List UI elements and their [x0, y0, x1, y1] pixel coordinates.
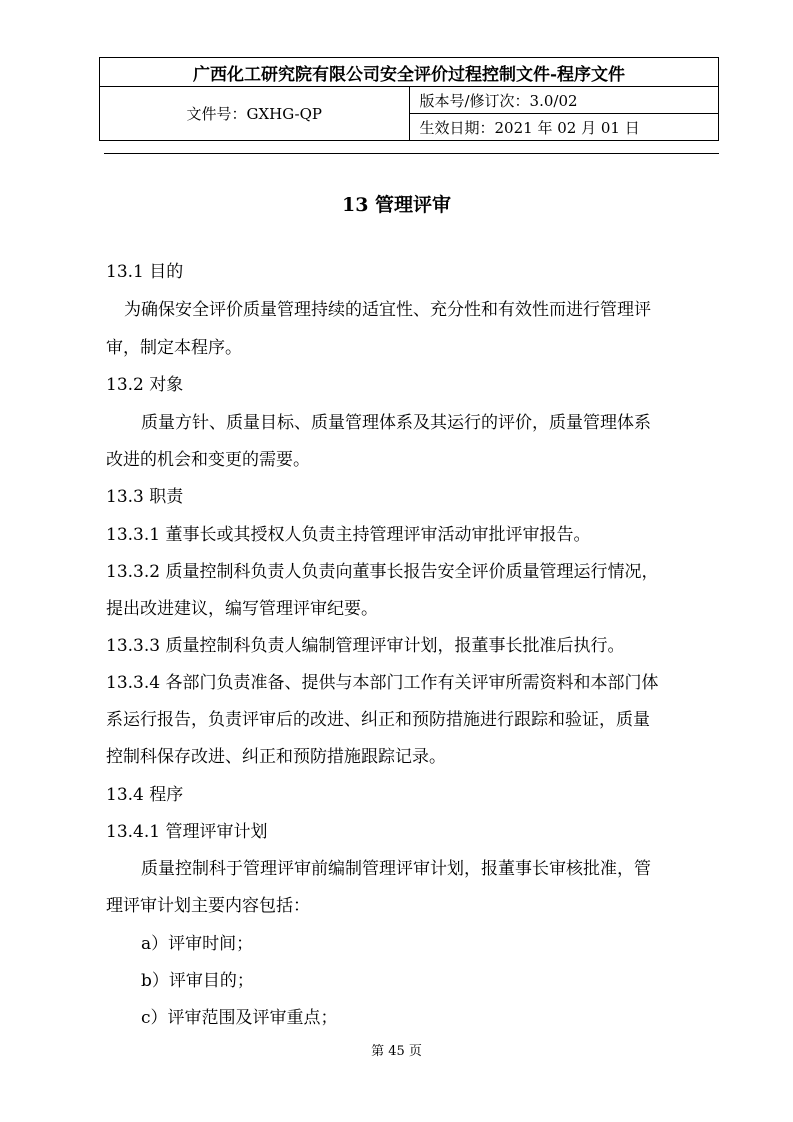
- section-title: 13 管理评审: [341, 194, 452, 216]
- list-item: a）评审时间；: [141, 934, 254, 954]
- document-number: 文件号：GXHG-QP: [100, 87, 410, 141]
- list-item: b）评审目的；: [141, 971, 254, 991]
- list-item: c）评审范围及评审重点；: [141, 1008, 338, 1028]
- header-divider: [104, 153, 719, 154]
- heading-13-2: 13.2 对象: [106, 375, 184, 395]
- paragraph-line: 为确保安全评价质量管理持续的适宜性、充分性和有效性而进行管理评: [124, 300, 651, 320]
- heading-13-1: 13.1 目的: [106, 262, 184, 282]
- heading-13-3: 13.3 职责: [106, 487, 184, 507]
- paragraph-line: 改进的机会和变更的需要。: [106, 450, 310, 470]
- paragraph-line: 13.3.1 董事长或其授权人负责主持管理评审活动审批评审报告。: [106, 525, 591, 545]
- paragraph-line: 控制科保存改进、纠正和预防措施跟踪记录。: [106, 747, 446, 767]
- heading-13-4: 13.4 程序: [106, 785, 184, 805]
- paragraph-line: 13.3.4 各部门负责准备、提供与本部门工作有关评审所需资料和本部门体: [106, 673, 659, 693]
- paragraph-line: 13.3.2 质量控制科负责人负责向董事长报告安全评价质量管理运行情况，: [106, 562, 659, 582]
- paragraph-line: 提出改进建议，编写管理评审纪要。: [106, 599, 378, 619]
- heading-13-4-1: 13.4.1 管理评审计划: [106, 822, 268, 842]
- paragraph-line: 质量方针、质量目标、质量管理体系及其运行的评价，质量管理体系: [141, 413, 651, 433]
- paragraph-line: 13.3.3 质量控制科负责人编制管理评审计划，报董事长批准后执行。: [106, 636, 625, 656]
- page-number: 第 45 页: [371, 1044, 422, 1059]
- document-header-table: [99, 57, 719, 141]
- paragraph-line: 系运行报告，负责评审后的改进、纠正和预防措施进行跟踪和验证，质量: [106, 710, 650, 730]
- paragraph-line: 审，制定本程序。: [106, 338, 242, 358]
- effective-date: 生效日期：2021 年 02 月 01 日: [409, 114, 719, 141]
- version-number: 版本号/修订次：3.0/02: [409, 87, 719, 114]
- paragraph-line: 理评审计划主要内容包括：: [106, 896, 310, 916]
- header-title: 广西化工研究院有限公司安全评价过程控制文件-程序文件: [100, 58, 719, 87]
- paragraph-line: 质量控制科于管理评审前编制管理评审计划，报董事长审核批准，管: [141, 859, 651, 879]
